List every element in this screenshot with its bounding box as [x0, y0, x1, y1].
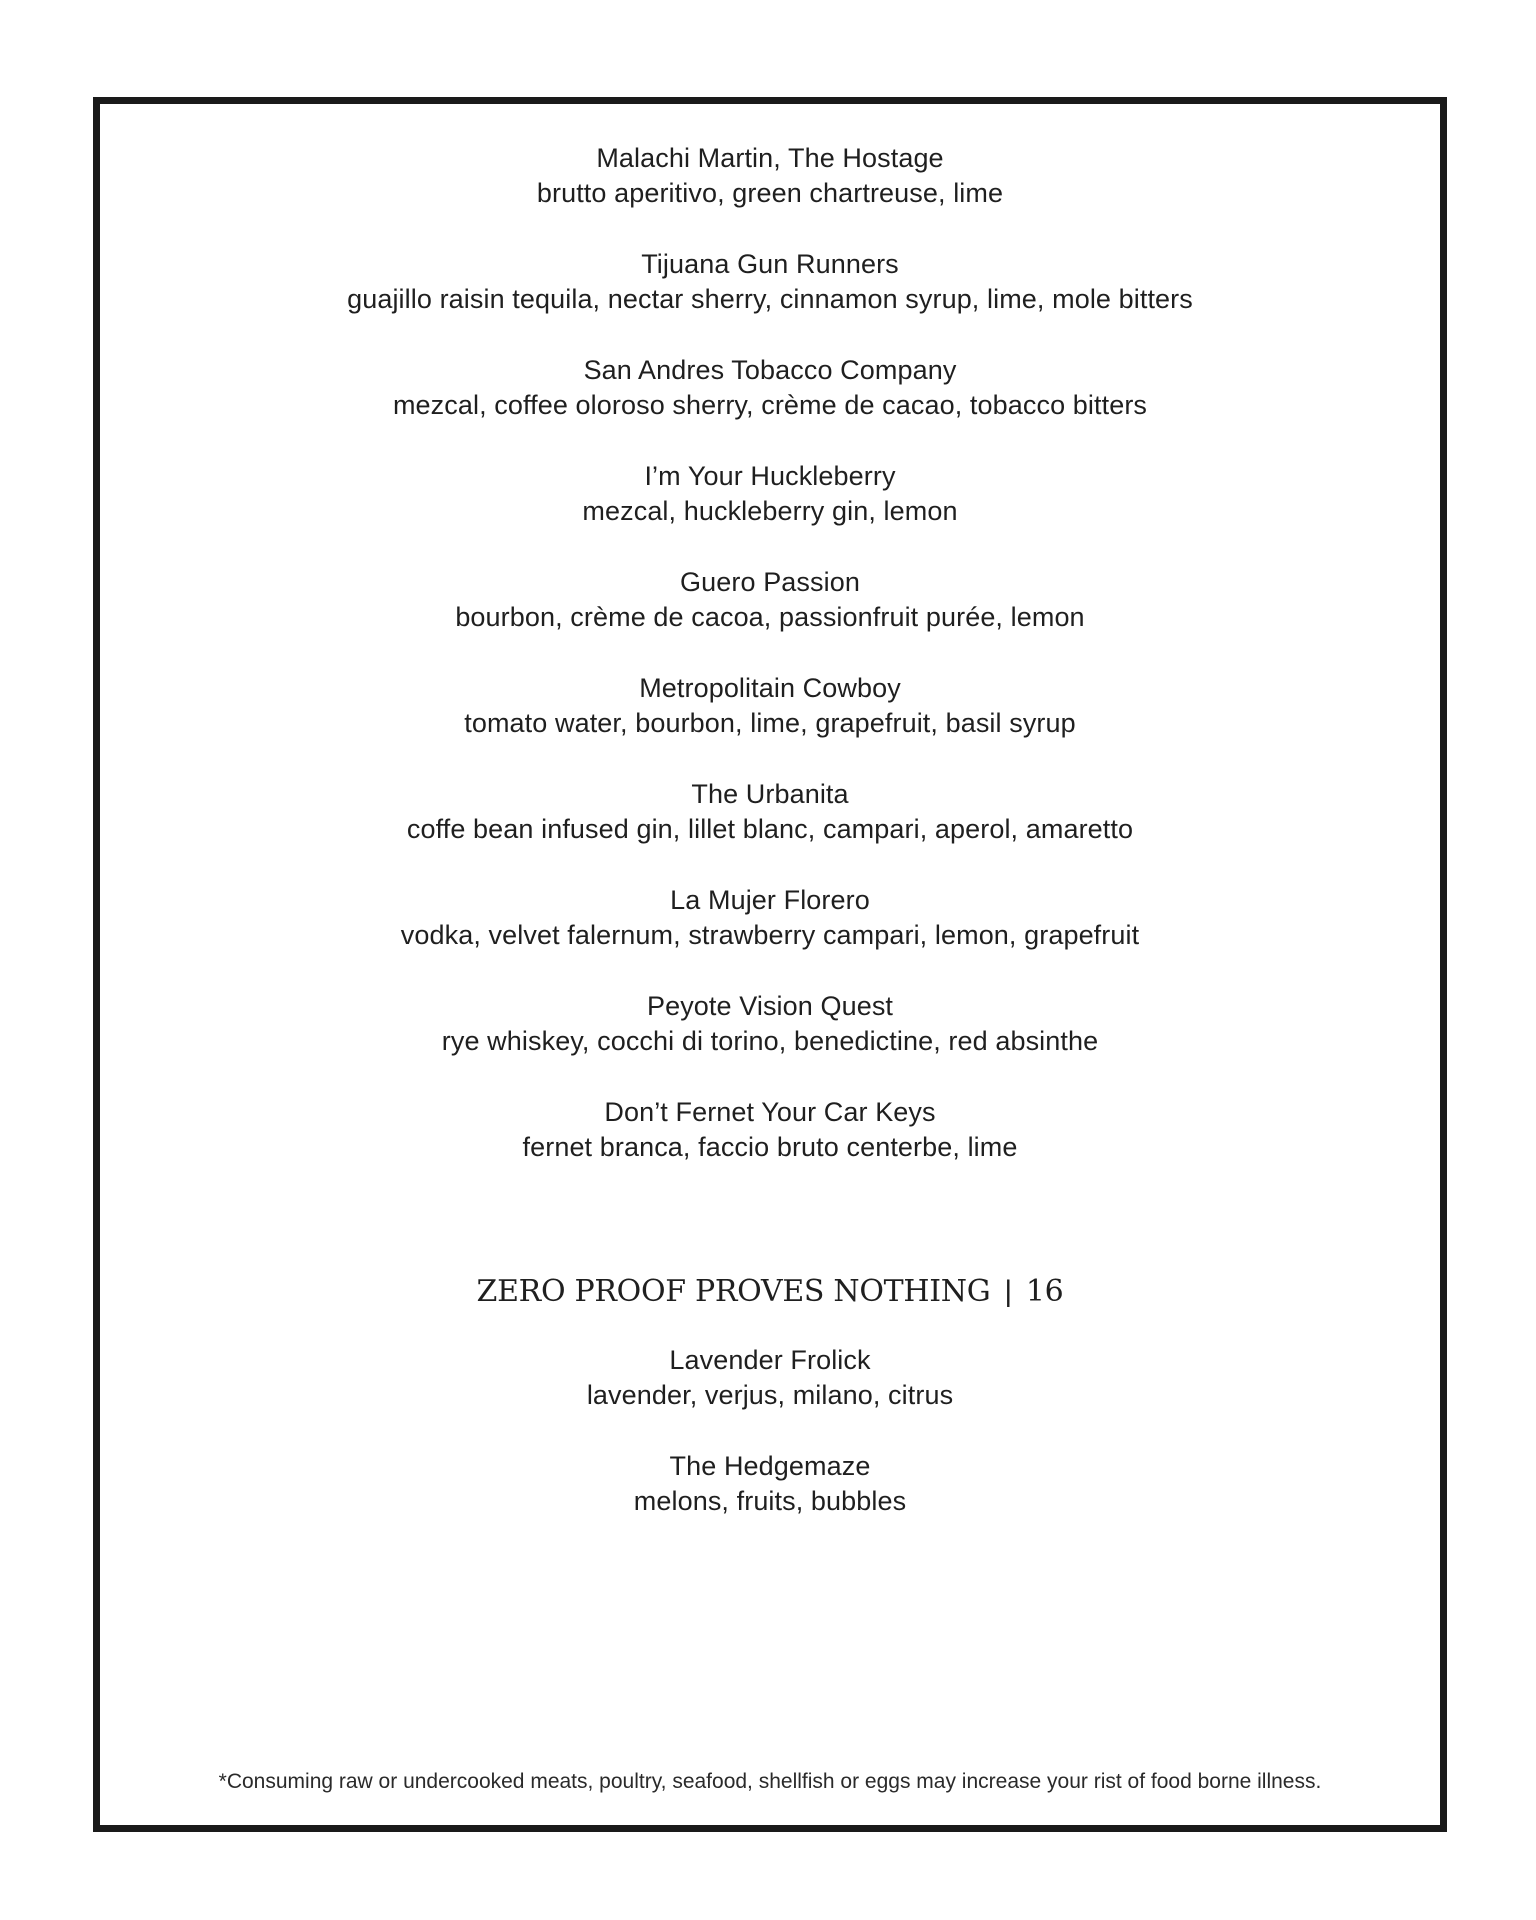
drink-name: The Hedgemaze	[669, 1451, 871, 1481]
cocktail-ingredients: tomato water, bourbon, lime, grapefruit, basil syrup	[464, 708, 1076, 738]
drink-ingredients: melons, fruits, bubbles	[633, 1486, 907, 1516]
cocktail-ingredients: fernet branca, faccio bruto centerbe, lime	[522, 1132, 1018, 1162]
cocktail-name: Malachi Martin, The Hostage	[596, 143, 944, 173]
menu-item	[100, 883, 1440, 989]
menu-item	[100, 247, 1440, 353]
cocktail-ingredients: brutto aperitivo, green chartreuse, lime	[536, 178, 1004, 208]
cocktail-name: Peyote Vision Quest	[646, 991, 894, 1021]
cocktail-ingredients: bourbon, crème de cacoa, passionfruit purée, lemon	[455, 602, 1085, 632]
menu-item	[100, 353, 1440, 459]
cocktail-ingredients: coffe bean infused gin, lillet blanc, campari, aperol, amaretto	[406, 814, 1134, 844]
cocktail-ingredients: guajillo raisin tequila, nectar sherry, cinnamon syrup, lime, mole bitters	[347, 284, 1193, 314]
zero-proof-list	[100, 1343, 1440, 1555]
menu-item	[100, 989, 1440, 1095]
cocktail-ingredients: mezcal, huckleberry gin, lemon	[582, 496, 958, 526]
drink-name: Lavender Frolick	[669, 1345, 871, 1375]
section-title: ZERO PROOF PROVES NOTHING	[476, 1274, 991, 1309]
drink-ingredients: lavender, verjus, milano, citrus	[586, 1380, 954, 1410]
cocktail-name: I’m Your Huckleberry	[644, 461, 896, 491]
cocktail-name: La Mujer Florero	[670, 885, 870, 915]
cocktail-name: Metropolitain Cowboy	[639, 673, 901, 703]
menu-item	[100, 671, 1440, 777]
menu-item	[100, 459, 1440, 565]
cocktail-ingredients: rye whiskey, cocchi di torino, benedictine, red absinthe	[441, 1026, 1099, 1056]
heading-separator: |	[1004, 1275, 1012, 1308]
cocktail-ingredients: vodka, velvet falernum, strawberry campari, lemon, grapefruit	[400, 920, 1140, 950]
section-price: 16	[1025, 1274, 1064, 1309]
cocktail-name: Tijuana Gun Runners	[641, 249, 899, 279]
cocktail-name: Don’t Fernet Your Car Keys	[604, 1097, 936, 1127]
menu-item	[100, 1449, 1440, 1555]
menu-item	[100, 777, 1440, 883]
menu-frame	[93, 97, 1447, 1832]
cocktail-name: Guero Passion	[680, 567, 860, 597]
section-heading-zero-proof	[100, 1272, 1440, 1312]
menu-item	[100, 565, 1440, 671]
menu-item	[100, 1095, 1440, 1201]
cocktail-ingredients: mezcal, coffee oloroso sherry, crème de cacao, tobacco bitters	[392, 390, 1148, 420]
cocktail-name: San Andres Tobacco Company	[583, 355, 957, 385]
menu-item	[100, 141, 1440, 247]
cocktail-name: The Urbanita	[691, 779, 849, 809]
menu-item	[100, 1343, 1440, 1449]
food-safety-disclaimer: *Consuming raw or undercooked meats, poultry, seafood, shellfish or eggs may increase your rist of food borne illness.	[218, 1770, 1322, 1793]
cocktail-list	[100, 141, 1440, 1201]
